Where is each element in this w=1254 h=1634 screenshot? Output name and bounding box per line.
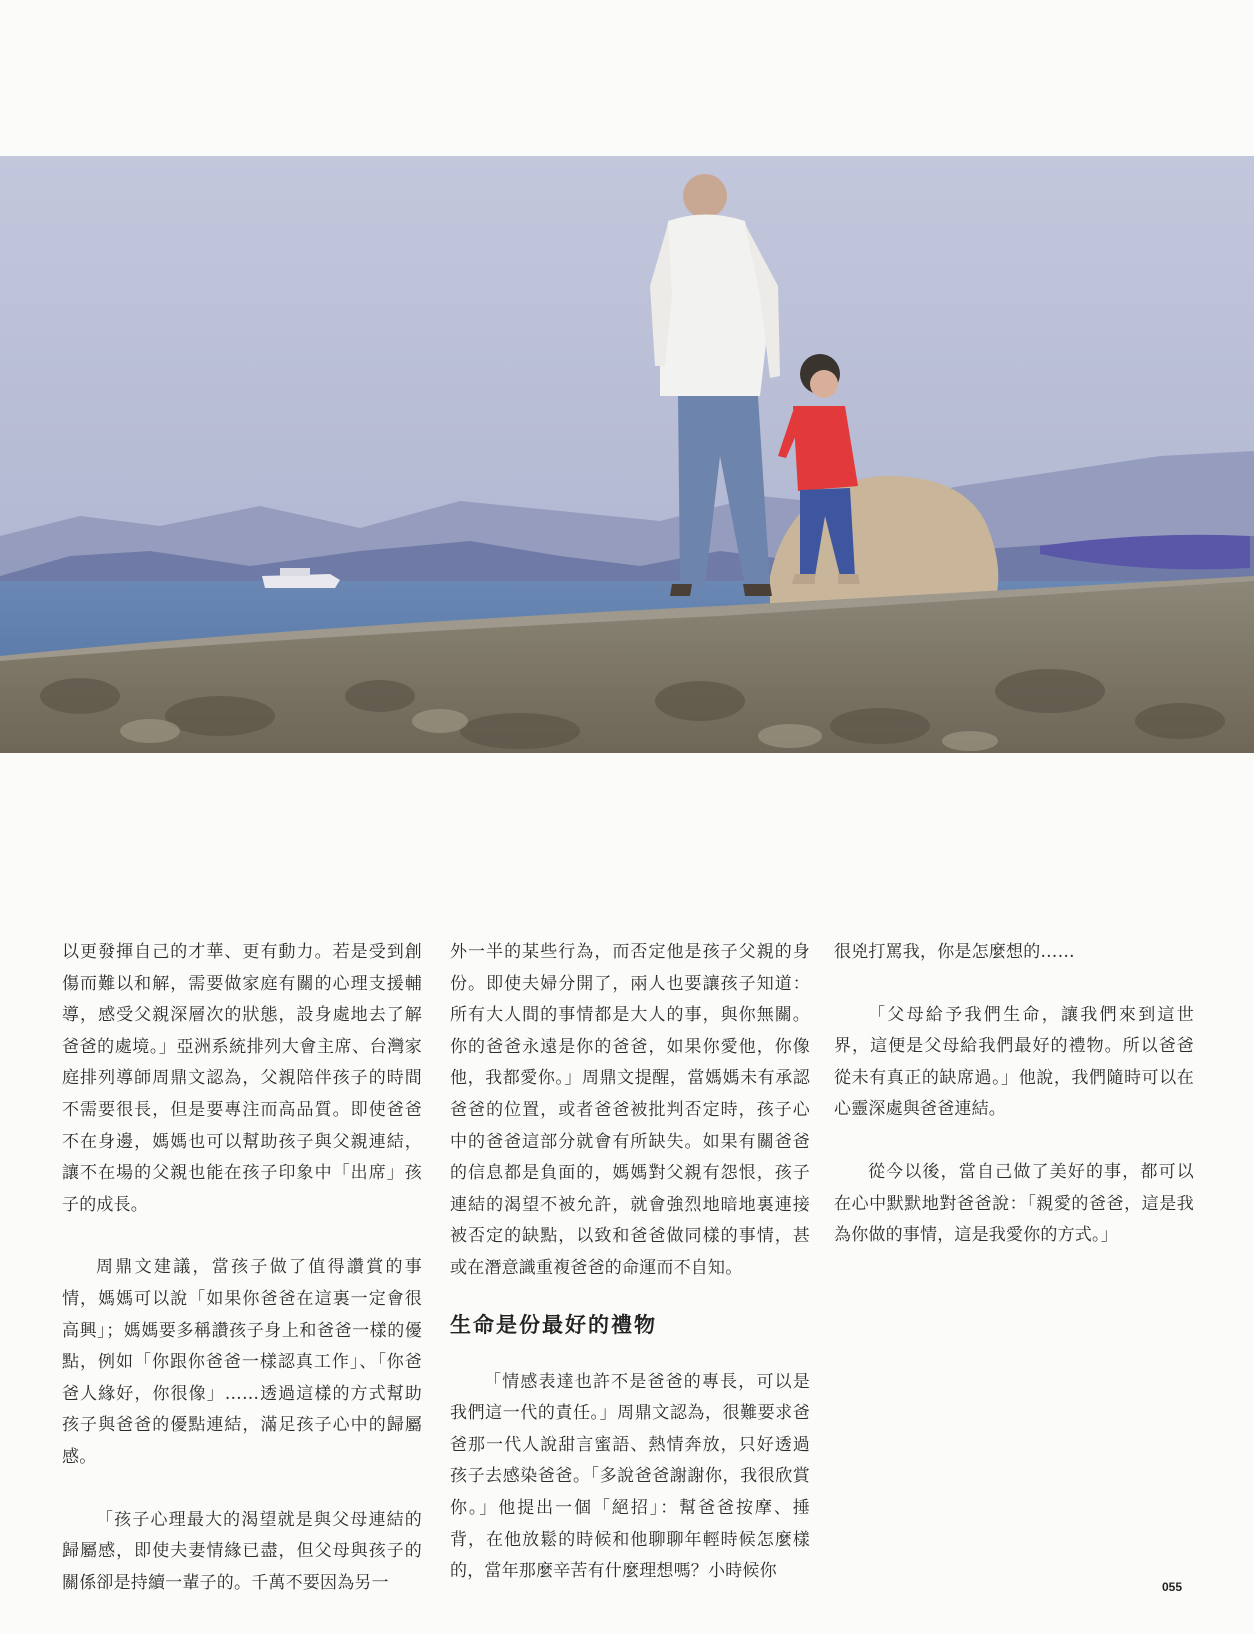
father-and-child-photo	[0, 156, 1254, 753]
paragraph: 周鼎文建議，當孩子做了值得讚賞的事情，媽媽可以說「如果你爸爸在這裏一定會很高興」；媽媽要多稱讚孩子身上和爸爸一樣的優點，例如「你跟你爸爸一樣認真工作」、「你爸爸人緣好，你很像」……透過這樣的方式幫助孩子與爸爸的優點連結，滿足孩子心中的歸屬感。	[62, 1257, 422, 1467]
page-number: 055	[1162, 1580, 1183, 1594]
section-heading: 生命是份最好的禮物	[450, 1311, 657, 1337]
paragraph: 「孩子心理最大的渴望就是與父母連結的歸屬感，即使夫妻情緣已盡，但父母與孩子的關係卻是持續一輩子的。千萬不要因為另一	[62, 1509, 422, 1593]
paragraph: 外一半的某些行為，而否定他是孩子父親的身份。即使夫婦分開了，兩人也要讓孩子知道：所有大人間的事情都是大人的事，與你無關。你的爸爸永遠是你的爸爸，如果你愛他，你像他，我都愛你。」周鼎文提醒，當媽媽未有承認爸爸的位置，或者爸爸被批判否定時，孩子心中的爸爸這部分就會有所缺失。如果有關爸爸的信息都是負面的，媽媽對父親有怨恨，孩子連結的渴望不被允許，就會強烈地暗地裏連接被否定的缺點，以致和爸爸做同樣的事情，甚或在潛意識重複爸爸的命運而不自知。	[450, 942, 810, 1278]
text-column-3	[834, 937, 1194, 1252]
paragraph: 「父母給予我們生命，讓我們來到這世界，這便是父母給我們最好的禮物。所以爸爸從未有真正的缺席過。」他說，我們隨時可以在心靈深處與爸爸連結。	[834, 1004, 1194, 1120]
father-and-child-on-pier-photo	[0, 156, 1254, 753]
text-column-1	[62, 937, 422, 1599]
paragraph: 從今以後，當自己做了美好的事，都可以在心中默默地對爸爸說：「親愛的爸爸，這是我為你做的事情，這是我愛你的方式。」	[834, 1161, 1194, 1246]
paragraph: 很兇打罵我，你是怎麼想的……	[834, 942, 1075, 962]
paragraph: 以更發揮自己的才華、更有動力。若是受到創傷而難以和解，需要做家庭有關的心理支援輔導，感受父親深層次的狀態，設身處地去了解爸爸的處境。」亞洲系統排列大會主席、台灣家庭排列導師周鼎文認為，父親陪伴孩子的時間不需要很長，但是要專注而高品質。即使爸爸不在身邊，媽媽也可以幫助孩子與父親連結，讓不在場的父親也能在孩子印象中「出席」孩子的成長。	[62, 942, 422, 1215]
text-column-2	[450, 937, 810, 1588]
paragraph: 「情感表達也許不是爸爸的專長，可以是我們這一代的責任。」周鼎文認為，很難要求爸爸那一代人說甜言蜜語、熱情奔放，只好透過孩子去感染爸爸。「多說爸爸謝謝你，我很欣賞你。」他提出一個「絕招」：幫爸爸按摩、捶背，在他放鬆的時候和他聊聊年輕時候怎麼樣的，當年那麼辛苦有什麼理想嗎？小時候你	[450, 1371, 810, 1582]
